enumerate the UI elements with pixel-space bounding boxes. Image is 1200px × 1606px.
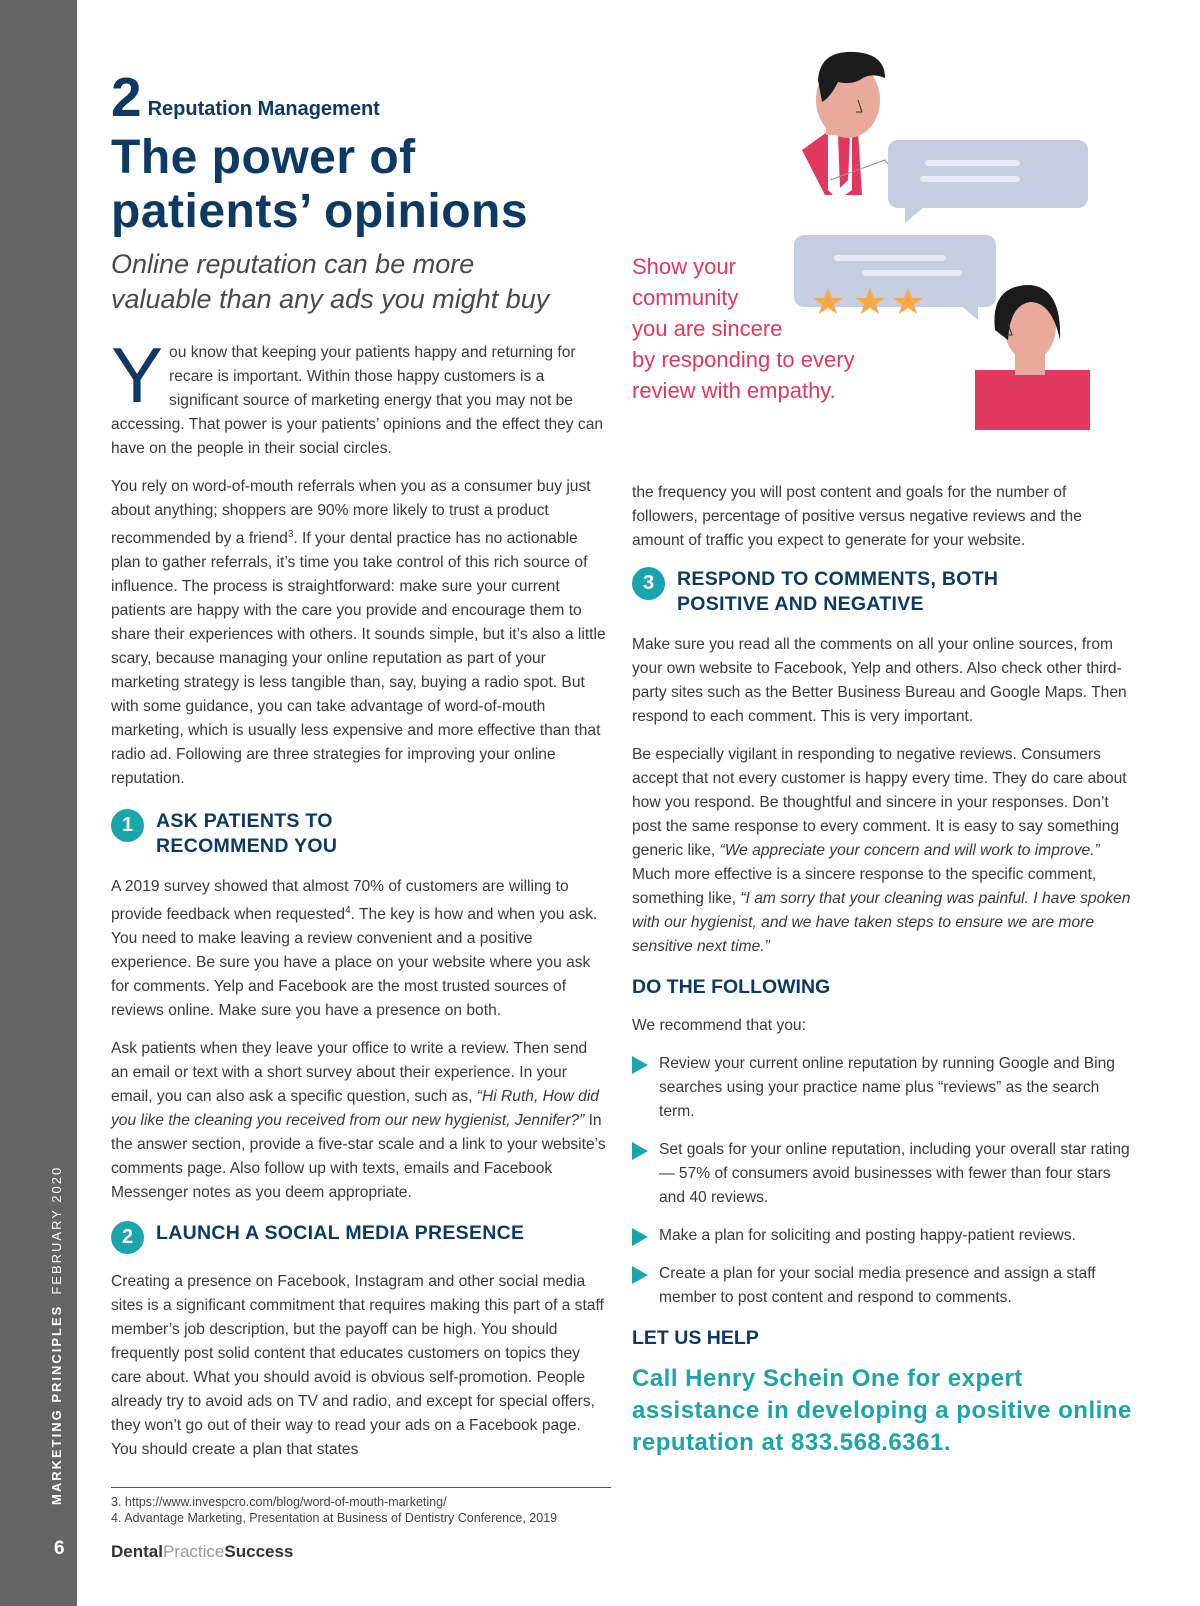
- body-paragraph: [111, 1037, 608, 1205]
- brand-part: Success: [224, 1542, 294, 1561]
- text-run: A 2019 survey showed that almost 70% of customers are willing to provide feedback when requested: [111, 878, 569, 924]
- subtitle: [111, 247, 608, 317]
- pull-quote-line: you are sincere: [632, 316, 783, 341]
- woman-figure: [975, 285, 1090, 430]
- strategy-3-heading: [632, 567, 1132, 617]
- list-item: [632, 1224, 1132, 1248]
- footnotes: [111, 1487, 611, 1526]
- text-run: You rely on word-of-mouth referrals when you as a consumer buy just about anything; shoppers are 90% more likely to trust a product recommended by a friend: [111, 478, 591, 548]
- triangle-bullet-icon: [632, 1142, 648, 1160]
- list-item: [632, 1052, 1132, 1124]
- footnote-ref: 3: [287, 529, 294, 540]
- subtitle-line: valuable than any ads you might buy: [111, 284, 550, 314]
- text-run: . If your dental practice has no actionable plan to gather referrals, it’s time you take control of this rich source of influence. The process is straightforward: make sure your current patients are happy with the care you provide and encourage them to share their experiences with others. It sounds simple, but it’s also a little scary, because managing your online reputation as part of your marketing strategy is less tangible than, say, buying a radio spot. But with some guidance, you can take advantage of word-of-mouth marketing, which is usually less expensive and more effective than that radio ad. Following are three strategies for improving your online reputation.: [111, 530, 606, 788]
- sidebar-label: [49, 1166, 64, 1505]
- left-column: [111, 66, 608, 1462]
- recommend-intro: We recommend that you:: [632, 1017, 806, 1034]
- list-item: [632, 1262, 1132, 1310]
- body-paragraph: Make sure you read all the comments on all your online sources, from your own website to Facebook, Yelp and others. Also check other third-party sites such as the Better Business Bureau and Google Maps. Then respond to each comment. This is very important.: [632, 636, 1127, 725]
- intro-paragraph: [111, 331, 608, 461]
- heading-line: RECOMMEND YOU: [156, 835, 338, 858]
- strategy-1-heading: [111, 809, 608, 859]
- text-run: In the answer section, provide a five-star scale and a link to your website’s comments page. Also follow up with texts, emails and Facebook Messenger notes as you deem appropriate.: [111, 1112, 606, 1202]
- list-item: [632, 1138, 1132, 1210]
- pull-quote-line: review with empathy.: [632, 378, 836, 403]
- text-run: Much more effective is a sincere response to the specific comment, something like,: [632, 866, 1097, 907]
- footnote-ref: 4: [345, 905, 351, 917]
- heading-text: LAUNCH A SOCIAL MEDIA PRESENCE: [156, 1222, 525, 1245]
- footnote: 3. https://www.invespcro.com/blog/word-of-mouth-marketing/: [111, 1495, 447, 1509]
- publication-name: MARKETING PRINCIPLES: [49, 1304, 64, 1505]
- pull-quote-line: community: [632, 285, 739, 310]
- example-quote: “We appreciate your concern and will work to improve.”: [719, 842, 1100, 859]
- intro-text: ou know that keeping your patients happy and returning for recare is important. Within those happy customers is a significant source of marketing energy that you may not be accessing. That power is your patients’ opinions and the effect they can have on the people in their social circles.: [111, 344, 604, 457]
- body-paragraph: the frequency you will post content and goals for the number of followers, percentage of positive versus negative reviews and the amount of traffic you expect to generate for your website.: [632, 484, 1082, 549]
- strategy-2-heading: [111, 1221, 608, 1254]
- triangle-bullet-icon: [632, 1228, 648, 1246]
- page-title: [111, 131, 608, 239]
- section-label: Reputation Management: [147, 98, 380, 120]
- list-item-text: Make a plan for soliciting and posting happy-patient reviews.: [659, 1227, 1076, 1244]
- let-us-help-heading: LET US HELP: [632, 1327, 759, 1349]
- section-header: [111, 66, 608, 128]
- triangle-bullet-icon: [632, 1266, 648, 1284]
- footnote: 4. Advantage Marketing, Presentation at Business of Dentistry Conference, 2019: [111, 1511, 558, 1525]
- subtitle-line: Online reputation can be more: [111, 249, 475, 279]
- heading-text: [677, 567, 998, 617]
- pull-quote: [632, 251, 932, 406]
- text-run: Be especially vigilant in responding to negative reviews. Consumers accept that not every customer is happy every time. They do care about how you respond. Be thoughtful and sincere in your responses. Don’t post the same response to every comment. It is easy to say something generic like,: [632, 746, 1127, 859]
- man-figure: [802, 52, 888, 200]
- number-badge: 1: [111, 809, 144, 842]
- body-paragraph: [111, 875, 608, 1023]
- title-line: The power of: [111, 131, 416, 184]
- text-run: . The key is how and when you ask. You need to make leaving a review convenient and a positive experience. Be sure you have a place on your website where you ask for comments. Yelp and Facebook are the most trusted sources of reviews online. Make sure you have a presence on both.: [111, 906, 598, 1020]
- heading-text: [156, 809, 337, 859]
- list-item-text: Review your current online reputation by running Google and Bing searches using your practice name plus “reviews” as the search term.: [659, 1055, 1115, 1120]
- call-to-action: Call Henry Schein One for expert assistance in developing a positive online reputation at 833.568.6361.: [632, 1365, 1132, 1456]
- number-badge: 3: [632, 567, 665, 600]
- brand-part: Dental: [111, 1542, 163, 1561]
- body-paragraph: Creating a presence on Facebook, Instagram and other social media sites is a significant commitment that requires making this part of a staff member’s job description, but the payoff can be high. You should frequently post solid content that educates customers on topics they care about. What you should avoid is obvious self-promotion. People already try to avoid ads on TV and radio, and except for special offers, they won’t go out of their way to read your ads on a Facebook page. You should create a plan that states: [111, 1273, 604, 1459]
- section-number: 2: [111, 66, 142, 128]
- heading-line: RESPOND TO COMMENTS, BOTH: [677, 568, 999, 590]
- body-paragraph: [111, 475, 608, 791]
- pull-quote-line: Show your: [632, 254, 736, 279]
- sidebar: [0, 0, 77, 1606]
- page-number: 6: [54, 1538, 65, 1559]
- title-line: patients’ opinions: [111, 185, 529, 238]
- do-following-heading: DO THE FOLLOWING: [632, 976, 831, 998]
- number-badge: 2: [111, 1221, 144, 1254]
- list-item-text: Set goals for your online reputation, including your overall star rating — 57% of consumers avoid businesses with fewer than four stars and 40 reviews.: [659, 1141, 1130, 1206]
- text-run: Ask patients when they leave your office to write a review. Then send an email or text with a short survey about their experience. In your email, you can also ask a specific question, such as,: [111, 1040, 588, 1106]
- example-quote: “Hi Ruth, How did you like the cleaning you received from our new hygienist, Jennifer?”: [111, 1088, 599, 1130]
- speech-bubble-top: [888, 140, 1088, 223]
- heading-line: ASK PATIENTS TO: [156, 810, 333, 833]
- drop-cap: Y: [111, 331, 164, 419]
- issue-date: FEBRUARY 2020: [49, 1165, 64, 1295]
- example-quote: “I am sorry that your cleaning was painful. I have spoken with our hygienist, and we have taken steps to ensure we are more sensitive next time.”: [632, 890, 1131, 955]
- triangle-bullet-icon: [632, 1056, 648, 1074]
- pull-quote-line: by responding to every: [632, 347, 855, 372]
- brand-part: Practice: [162, 1542, 225, 1561]
- list-item-text: Create a plan for your social media presence and assign a staff member to post content and respond to comments.: [659, 1265, 1096, 1306]
- brand-logo: [111, 1542, 293, 1562]
- heading-line: POSITIVE AND NEGATIVE: [677, 593, 924, 615]
- body-paragraph: [632, 743, 1132, 959]
- right-column: [632, 481, 1132, 1459]
